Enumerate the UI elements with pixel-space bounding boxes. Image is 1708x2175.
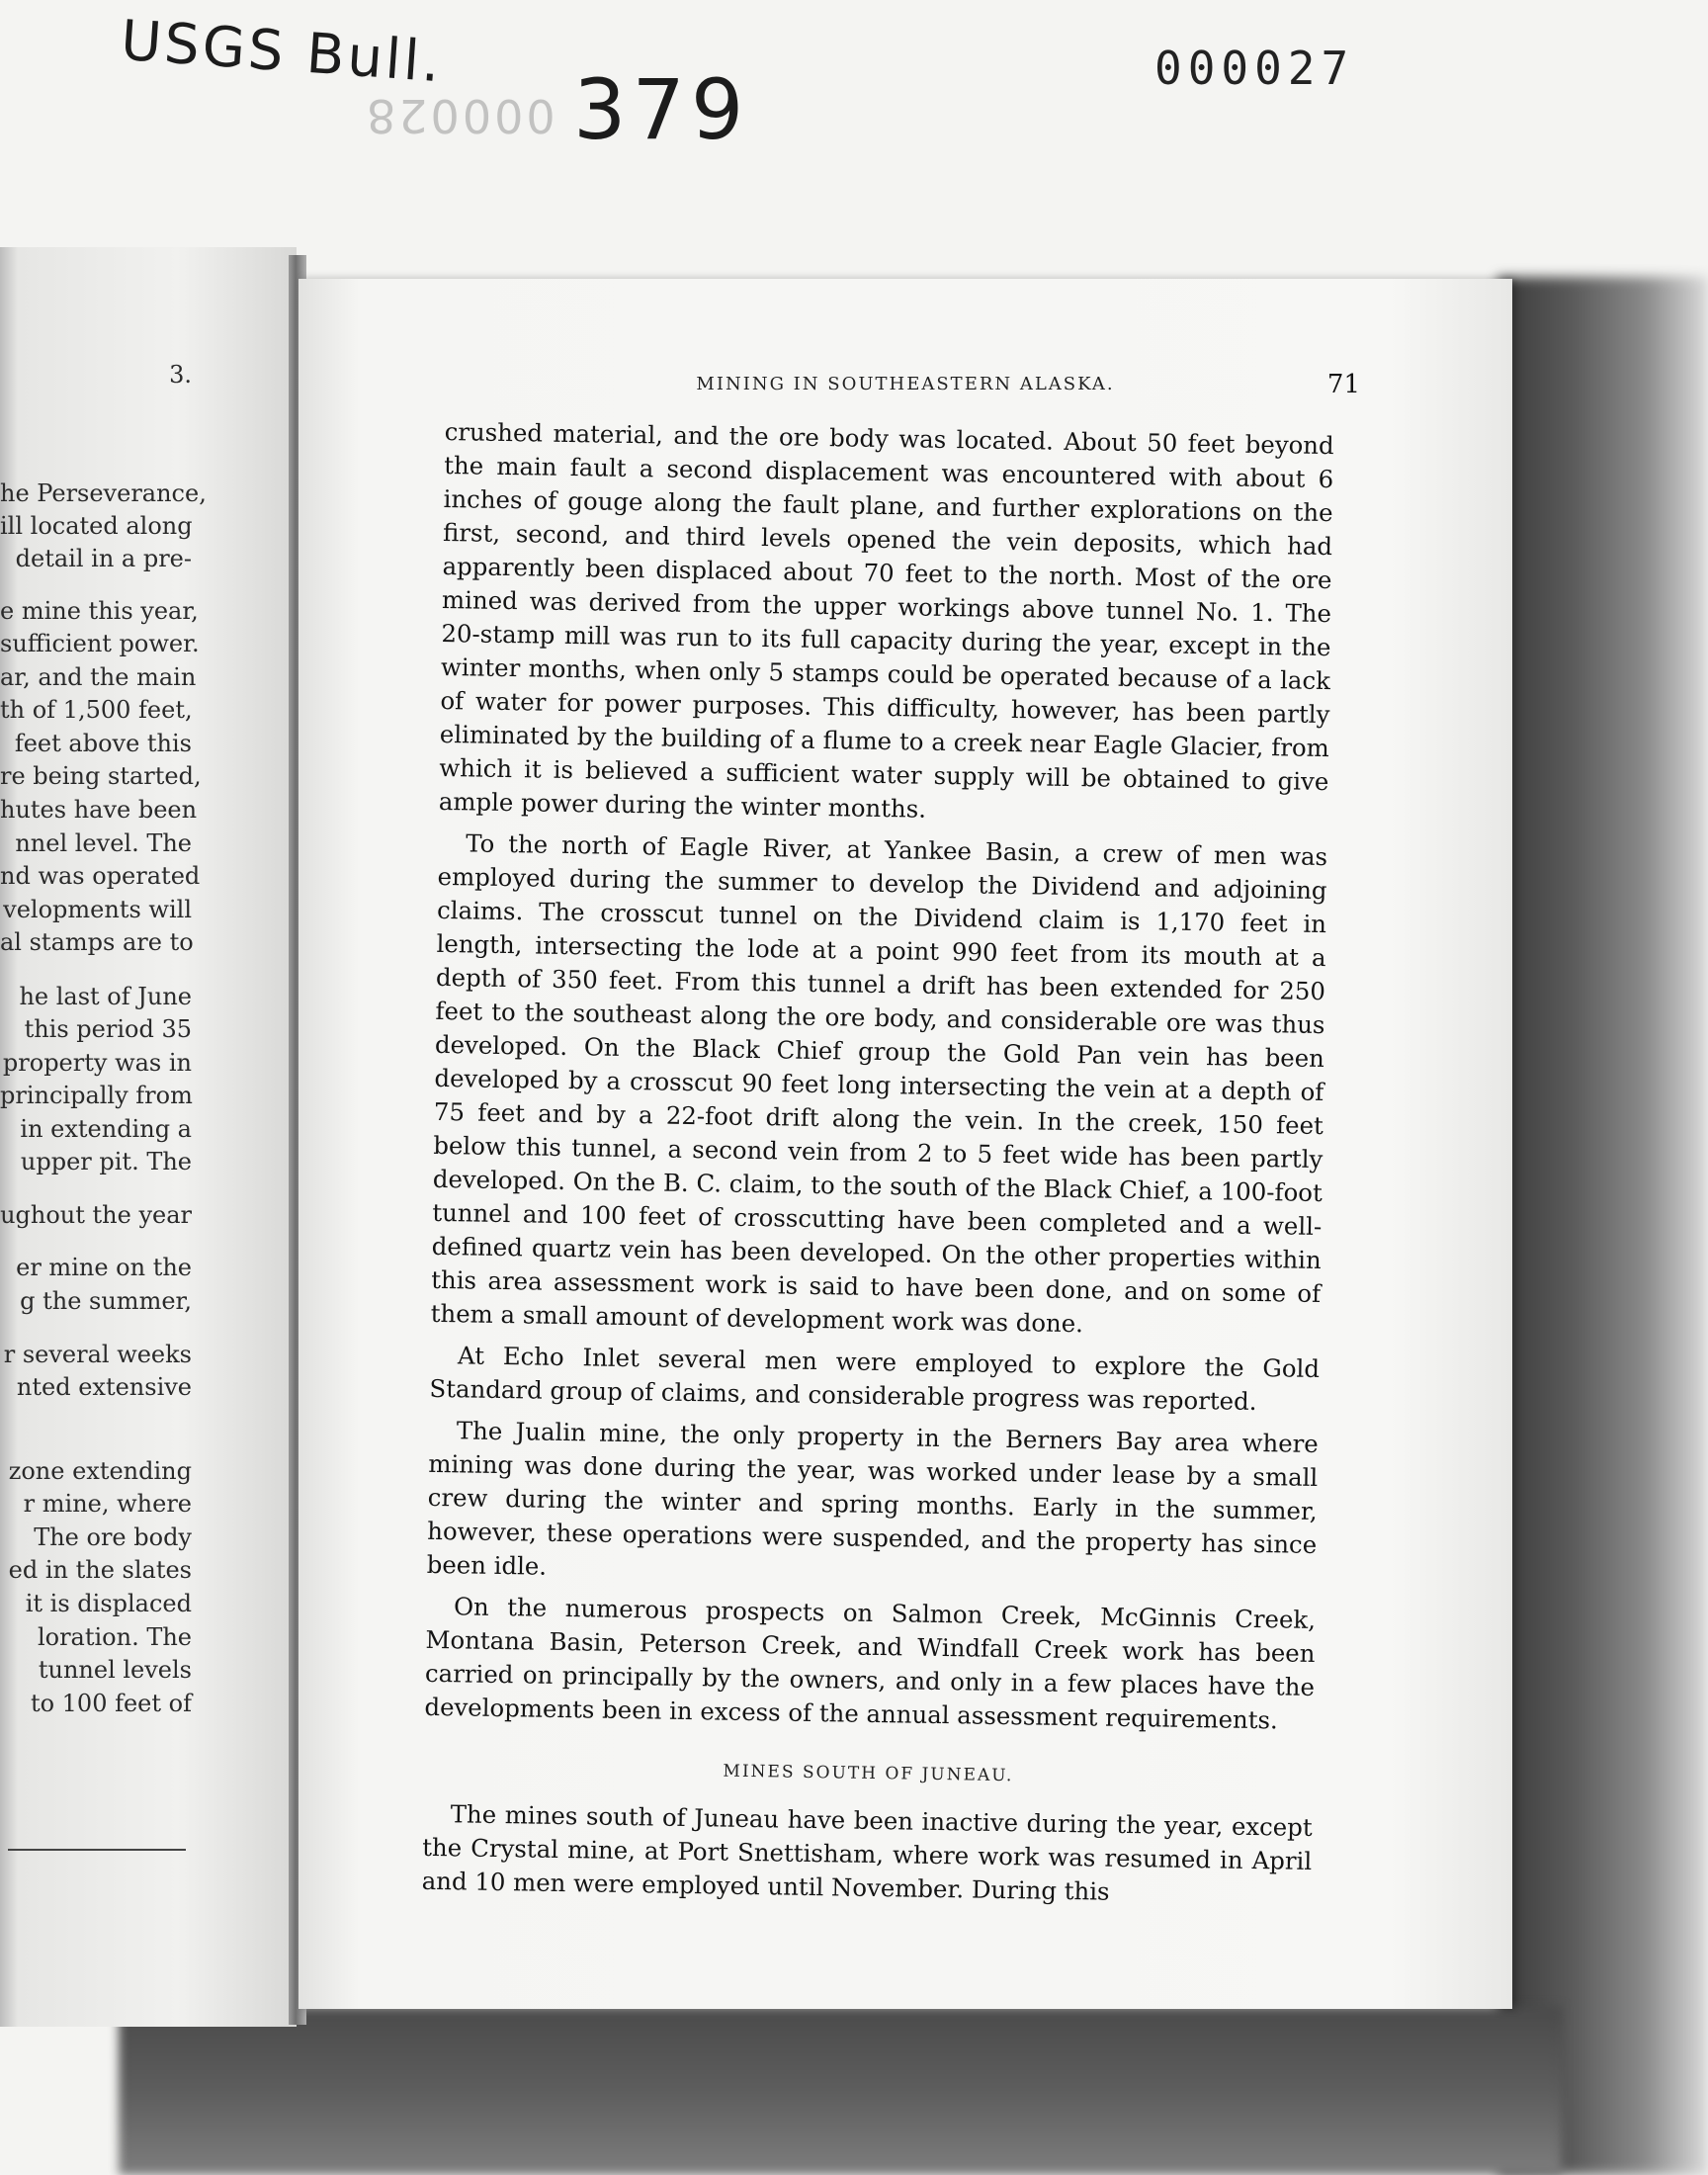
ghost-stamp-id: 000028 [364, 89, 555, 142]
paragraph: crushed material, and the ore body was located. About 50 feet beyond the main fault a second displacement was encountered with about 6 inches of gouge along the fault plane, and further explorations on the first, second, and third levels opened the vein deposits, which had apparently been displaced about 70 feet to the north. Most of the ore mined was derived from the upper workings above tunnel No. 1. The 20-stamp mill was run to its full capacity during the year, except in the winter months, when only 5 stamps could be operated because of a lack of water for power purposes. This difficulty, however, has been partly eliminated by the building of a flume to a creek near Eagle Glacier, from which it is believed a sufficient water supply will be obtained to give ample power during the winter months. [438, 416, 1334, 824]
paragraph: To the north of Eagle River, at Yankee Basin, a crew of men was employed during the summer to develop the Dividend and adjoining claims. The crosscut tunnel on the Dividend claim is 1,170 feet in length, intersecting the lode at a point 990 feet from its mouth at a depth of 350 feet. From this tunnel a drift has been extended for 250 feet to the southeast along the ore body, and considerable ore was thus developed. On the Black Chief group the Gold Pan vein has been developed by a crosscut 90 feet long intersecting the vein at a depth of 75 feet and by a 22-foot drift along the vein. In the creek, 150 feet below this tunnel, a second vein from 2 to 5 feet wide has been partly developed. On the B. C. claim, to the south of the Black Chief, a 100-foot tunnel and 100 feet of crosscutting have been completed and a well-defined quartz vein has been developed. On the other properties within this area assessment work is said to have been done, and on some of them a small amount of development work was done. [430, 828, 1328, 1339]
left-facing-page [0, 247, 297, 2027]
left-page-line: r several weeks [3, 1341, 192, 1368]
left-page-top-mark: 3. [169, 361, 192, 389]
left-page-line: ill located along [0, 512, 193, 540]
left-page-line: tunnel levels [38, 1656, 192, 1684]
left-page-line: nnel level. The [15, 829, 192, 857]
handwritten-series-label: USGS Bull. [119, 8, 445, 96]
left-page-line: in extending a [20, 1115, 192, 1143]
left-page-line: ar, and the main [0, 663, 197, 691]
left-page-line: sufficient power. [0, 630, 200, 657]
handwritten-bulletin-number: 379 [573, 61, 750, 158]
left-page-line: detail in a pre- [15, 545, 192, 572]
paragraph: At Echo Inlet several men were employed to explore the Gold Standard group of claims, and considerable progress was reported. [429, 1341, 1321, 1417]
left-page-line: nted extensive [16, 1373, 192, 1401]
left-page-line: nd was operated [0, 862, 201, 890]
running-head: MINING IN SOUTHEASTERN ALASKA. [696, 374, 1115, 394]
paragraph: The mines south of Juneau have been inactive during the year, except the Crystal mine, at Port Snettisham, where work was resumed in April and 10 men were employed until November. During this [421, 1799, 1313, 1906]
section-heading: MINES SOUTH OF JUNEAU. [723, 1761, 1014, 1786]
right-page [299, 279, 1512, 2009]
left-page-line: he Perseverance, [0, 479, 207, 507]
left-page-line: upper pit. The [20, 1148, 192, 1175]
page-body [421, 415, 1333, 1912]
left-page-line: this period 35 [24, 1015, 192, 1043]
left-page-line: al stamps are to [0, 928, 194, 956]
left-page-line: feet above this [14, 730, 192, 757]
stamped-document-id: 000027 [1154, 42, 1355, 95]
left-page-line: he last of June [19, 983, 192, 1010]
left-page-line: hutes have been [0, 796, 198, 824]
left-page-line: ughout the year [0, 1201, 192, 1229]
left-page-line: r mine, where [23, 1490, 192, 1518]
photocopy-shadow-right [1497, 277, 1708, 2175]
paragraph: The Jualin mine, the only property in the Berners Bay area where mining was done during the year, was worked under lease by a small crew during the winter and spring months. Early in the summer, however, these operations were suspended, and the property has since been idle. [426, 1416, 1319, 1581]
left-page-line: loration. The [37, 1623, 192, 1651]
left-page-line: th of 1,500 feet, [0, 696, 193, 724]
left-page-line: e mine this year, [0, 597, 199, 625]
left-page-line: The ore body [34, 1523, 192, 1551]
left-page-line: re being started, [0, 762, 202, 790]
left-page-line: it is displaced [25, 1590, 192, 1617]
left-page-line: g the summer, [20, 1287, 192, 1315]
left-page-line: principally from [0, 1082, 193, 1109]
left-page-line: velopments will [3, 896, 192, 923]
left-page-line: to 100 feet of [30, 1690, 192, 1717]
left-page-line: property was in [2, 1049, 192, 1077]
page-number: 71 [1326, 370, 1360, 399]
paragraph: On the numerous prospects on Salmon Creek, McGinnis Creek, Montana Basin, Peterson Creek, and Windfall Creek work has been carried on principally by the owners, and only in a few places have the developments been in excess of the annual assessment requirements. [424, 1592, 1317, 1735]
left-page-footnote-rule [8, 1849, 186, 1851]
photocopy-shadow-bottom [119, 2007, 1562, 2175]
left-page-line: er mine on the [16, 1254, 192, 1281]
left-page-line: zone extending [8, 1457, 192, 1485]
left-page-line: ed in the slates [8, 1556, 192, 1584]
